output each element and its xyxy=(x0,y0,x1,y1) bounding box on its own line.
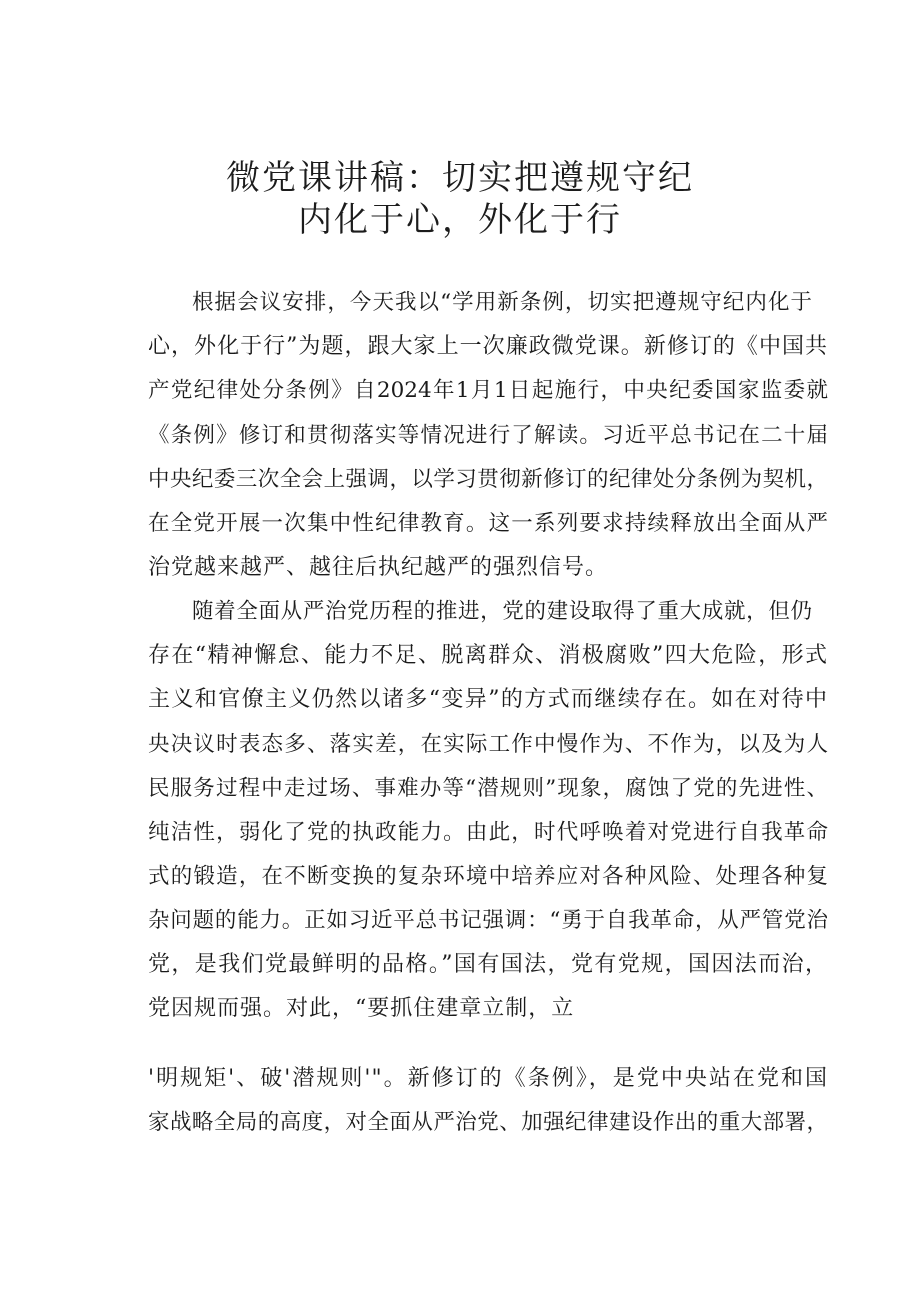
paragraph-3-line-2: 家战略全局的高度，对全面从严治党、加强纪律建设作出的重大部署， xyxy=(148,1110,828,1135)
paragraph-2-line-2: 存在“精神懈怠、能力不足、脱离群众、消极腐败”四大危险，形式 xyxy=(148,643,828,668)
document-title-line-1: 微党课讲稿：切实把遵规守纪 xyxy=(226,158,694,198)
paragraph-1-line-3: 产党纪律处分条例》自2024年1月1日起施行，中央纪委国家监委就 xyxy=(148,378,828,403)
paragraph-1-line-5: 中央纪委三次全会上强调，以学习贯彻新修订的纪律处分条例为契机， xyxy=(148,467,828,492)
paragraph-2-line-1: 随着全面从严治党历程的推进，党的建设取得了重大成就，但仍 xyxy=(192,599,812,624)
paragraph-2-line-6: 纯洁性，弱化了党的执政能力。由此，时代呼唤着对党进行自我革命 xyxy=(148,820,828,845)
paragraph-3-line-1: '明规矩'、破'潜规则'"。新修订的《条例》，是党中央站在党和国 xyxy=(148,1066,828,1091)
paragraph-2-line-8: 杂问题的能力。正如习近平总书记强调：“勇于自我革命，从严管党治 xyxy=(148,908,828,933)
paragraph-1-line-4: 《条例》修订和贯彻落实等情况进行了解读。习近平总书记在二十届 xyxy=(148,423,828,448)
document-title-line-2: 内化于心，外化于行 xyxy=(298,200,622,240)
paragraph-2-line-9: 党，是我们党最鲜明的品格。”国有国法，党有党规，国因法而治， xyxy=(148,952,828,977)
paragraph-1-line-6: 在全党开展一次集中性纪律教育。这一系列要求持续释放出全面从严 xyxy=(148,511,828,536)
paragraph-1-line-7: 治党越来越严、越往后执纪越严的强烈信号。 xyxy=(148,555,609,580)
paragraph-2-line-10: 党因规而强。对此，“要抓住建章立制，立 xyxy=(148,996,575,1021)
paragraph-2-line-7: 式的锻造，在不断变换的复杂环境中培养应对各种风险、处理各种复 xyxy=(148,864,828,889)
paragraph-1-line-1: 根据会议安排，今天我以“学用新条例，切实把遵规守纪内化于 xyxy=(192,290,812,315)
paragraph-2-line-4: 央决议时表态多、落实差，在实际工作中慢作为、不作为，以及为人 xyxy=(148,732,828,757)
paragraph-2-line-5: 民服务过程中走过场、事难办等“潜规则”现象，腐蚀了党的先进性、 xyxy=(148,776,828,801)
paragraph-2-line-3: 主义和官僚主义仍然以诸多“变异”的方式而继续存在。如在对待中 xyxy=(148,687,828,712)
paragraph-1-line-2: 心，外化于行”为题，跟大家上一次廉政微党课。新修订的《中国共 xyxy=(148,334,828,359)
